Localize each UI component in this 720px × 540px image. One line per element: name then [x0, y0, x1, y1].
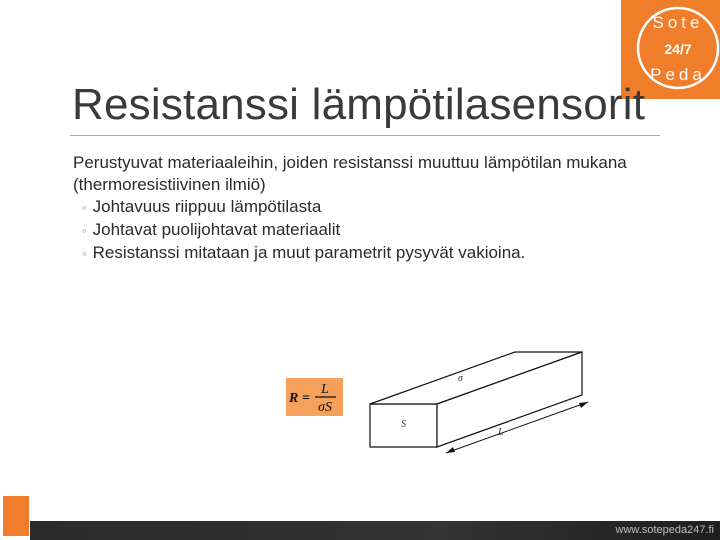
logo-middle-text: 24/7 [664, 41, 692, 57]
bullet-item [73, 196, 673, 219]
length-arrow-head [446, 447, 455, 453]
formula-lhs: R = [289, 391, 310, 406]
slide-title: Resistanssi lämpötilasensorit [72, 80, 646, 129]
slide-body [73, 152, 673, 265]
area-label: S [401, 419, 406, 430]
bullet-item [73, 242, 673, 265]
bullet-text: Johtavat puolijohtavat materiaalit [92, 220, 341, 239]
sigma-label: σ [458, 373, 463, 384]
resistance-formula [286, 378, 343, 416]
logo-bottom-text: Peda [650, 65, 706, 84]
bullet-marker: ◦ [82, 246, 87, 261]
bullet-item [73, 219, 673, 242]
formula-numerator: L [321, 382, 329, 397]
footer-url: www.sotepeda247.fi [615, 524, 714, 536]
logo-top-text: Sote [652, 13, 704, 32]
formula-denominator: σS [318, 400, 332, 415]
bullet-marker: ◦ [82, 200, 87, 215]
bullet-text: Resistanssi mitataan ja muut parametrit pysyvät vakioina. [92, 243, 526, 262]
length-label: L [498, 427, 504, 438]
accent-bar [3, 496, 29, 536]
bullet-marker: ◦ [82, 223, 87, 238]
conductor-prism-diagram [360, 350, 600, 460]
title-divider [70, 135, 660, 136]
intro-text: Perustyuvat materiaaleihin, joiden resistanssi muuttuu lämpötilan mukana (thermoresistiivinen ilmiö) [73, 153, 627, 194]
footer-bar [30, 521, 720, 540]
bullet-list [73, 196, 673, 265]
bullet-text: Johtavuus riippuu lämpötilasta [92, 197, 322, 216]
length-arrow-head [579, 402, 588, 408]
